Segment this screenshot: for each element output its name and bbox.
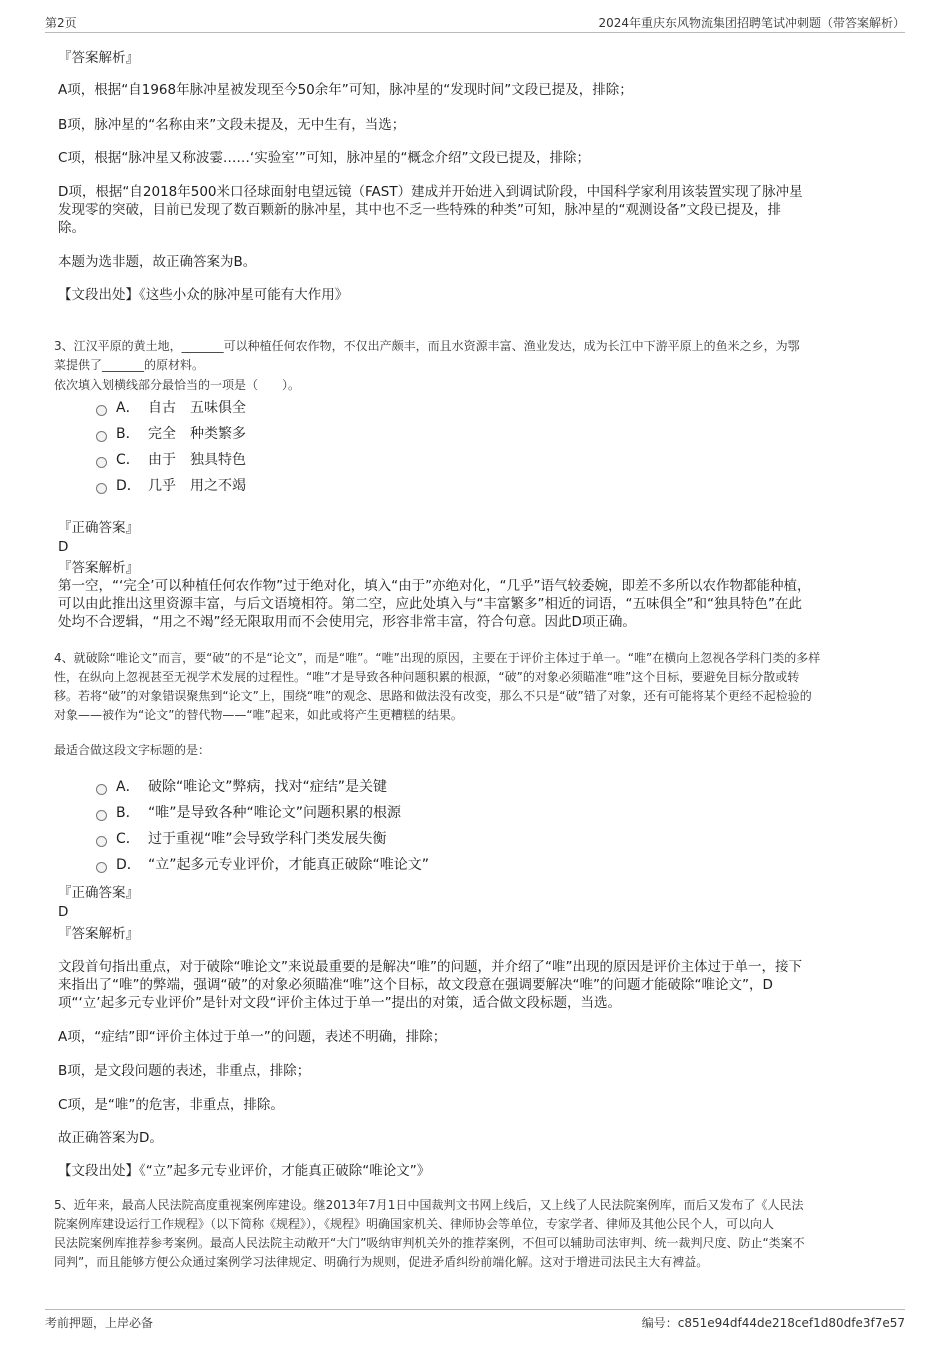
document-code-value: c851e94df44de218cef1d80dfe3f7e57 xyxy=(677,1316,905,1330)
q2-option-d-analysis-line3: 除。 xyxy=(58,220,85,236)
q4-option-a-analysis: A项，“症结”即“评价主体过于单一”的问题，表述不明确，排除； xyxy=(58,1029,447,1045)
q2-option-b-analysis: B项，脉冲星的“名称由来”文段未提及，无中生有，当选； xyxy=(58,117,406,133)
q2-source: 【文段出处】《这些小众的脉冲星可能有大作用》 xyxy=(58,287,349,303)
q5-stem-line1: 5、近年来，最高人民法院高度重视案例库建设。继2013年7月1日中国裁判文书网上线后，又上线了人民法院案例库，而后又发布了《人民法 xyxy=(54,1198,804,1212)
q4-option-a[interactable] xyxy=(96,778,387,796)
q4-option-c[interactable] xyxy=(96,830,387,848)
q4-option-d[interactable] xyxy=(96,856,429,874)
option-text: 破除“唯论文”弊病，找对“症结”是关键 xyxy=(148,779,388,795)
radio-button-icon[interactable] xyxy=(96,862,107,873)
q4-question: 最适合做这段文字标题的是： xyxy=(54,743,211,757)
q2-option-c-analysis: C项，根据“脉冲星又称波霎……‘实验室’”可知，脉冲星的“概念介绍”文段已提及，排除； xyxy=(58,150,590,166)
q3-question: 依次填入划横线部分最恰当的一项是（ ）。 xyxy=(54,378,301,392)
radio-button-icon[interactable] xyxy=(96,483,107,494)
page-number: 第2页 xyxy=(45,16,77,30)
q4-analysis-line1: 文段首句指出重点，对于破除“唯论文”来说最重要的是解决“唯”的问题，并介绍了“唯”出现的原因是评价主体过于单一，接下 xyxy=(58,959,802,975)
option-text: “立”起多元专业评价，才能真正破除“唯论文” xyxy=(148,857,430,873)
radio-button-icon[interactable] xyxy=(96,405,107,416)
q5-stem-line3: 民法院案例库推荐参考案例。最高人民法院主动敞开“大门”吸纳审判机关外的推荐案例，不但可以辅助司法审判、统一裁判尺度、防止“类案不 xyxy=(54,1236,805,1250)
option-letter: A． xyxy=(116,400,140,416)
q3-stem-line1: 3、江汉平原的黄土地，_______可以种植任何农作物，不仅出产颇丰，而且水资源丰富、渔业发达，成为长江中下游平原上的鱼米之乡，为鄂 xyxy=(54,339,800,353)
radio-button-icon[interactable] xyxy=(96,810,107,821)
option-word2: 种类繁多 xyxy=(190,426,246,442)
option-word1: 由于 xyxy=(148,452,176,468)
q3-stem-line2: 菜提供了_______的原材料。 xyxy=(54,358,205,372)
q4-stem-line1: 4、就破除“唯论文”而言，要“破”的不是“论文”，而是“唯”。“唯”出现的原因，主要在于评价主体过于单一。“唯”在横向上忽视各学科门类的多样 xyxy=(54,651,821,665)
q3-analysis-line1: 第一空，“‘完全’可以种植任何农作物”过于绝对化，填入“由于”亦绝对化，“几乎”语气较委婉，即差不多所以农作物都能种植， xyxy=(58,578,811,594)
footer-slogan: 考前押题，上岸必备 xyxy=(45,1316,154,1330)
option-text: 过于重视“唯”会导致学科门类发展失衡 xyxy=(148,831,387,847)
footer-divider xyxy=(45,1309,905,1310)
q4-analysis-line3: 项“‘立’起多元专业评价”是针对文段“评价主体过于单一”提出的对策，适合做文段标题，当选。 xyxy=(58,995,622,1011)
q2-conclusion: 本题为选非题，故正确答案为B。 xyxy=(58,254,257,270)
q4-option-b[interactable] xyxy=(96,804,401,822)
option-word2: 用之不竭 xyxy=(190,478,246,494)
q3-option-d[interactable] xyxy=(96,477,246,495)
q4-stem-line4: 对象——被作为“论文”的替代物——“唯”起来，如此或将产生更糟糕的结果。 xyxy=(54,708,463,722)
q4-source: 【文段出处】《“立”起多元专业评价，才能真正破除“唯论文”》 xyxy=(58,1163,431,1179)
radio-button-icon[interactable] xyxy=(96,836,107,847)
option-word1: 完全 xyxy=(148,426,176,442)
option-letter: D． xyxy=(116,857,141,873)
q5-stem-line2: 院案例库建设运行工作规程》（以下简称《规程》），《规程》明确国家机关、律师协会等单位，专家学者、律师及其他公民个人，可以向人 xyxy=(54,1217,775,1231)
option-letter: B． xyxy=(116,426,140,442)
q4-option-c-analysis: C项，是“唯”的危害，非重点，排除。 xyxy=(58,1097,284,1113)
q3-correct-answer: D xyxy=(58,539,69,555)
q4-analysis-line2: 来指出了“唯”的弊端，强调“破”的对象必须瞄准“唯”这个目标，故文段意在强调要解决“唯”的问题才能破除“唯论文”，D xyxy=(58,977,773,993)
q3-analysis-line3: 处均不合逻辑，“用之不竭”经无限取用而不会使用完，形容非常丰富，符合句意。因此D项正确。 xyxy=(58,614,636,630)
radio-button-icon[interactable] xyxy=(96,784,107,795)
q2-analysis-label: 『答案解析』 xyxy=(58,50,139,66)
q4-stem-line3: 移。若将“破”的对象错误聚焦到“论文”上，围绕“唯”的观念、思路和做法没有改变，那么不只是“破”错了对象，还有可能将某个更经不起检验的 xyxy=(54,689,812,703)
option-letter: C． xyxy=(116,831,140,847)
header-divider xyxy=(45,32,905,33)
q4-stem-line2: 性，在纵向上忽视甚至无视学术发展的过程性。“唯”才是导致各种问题积累的根源，“破”的对象必须瞄准“唯”这个目标，要避免目标分散或转 xyxy=(54,670,800,684)
radio-button-icon[interactable] xyxy=(96,431,107,442)
q5-stem-line4: 同判”，而且能够方便公众通过案例学习法律规定、明确行为规则，促进矛盾纠纷前端化解。这对于增进司法民主大有裨益。 xyxy=(54,1255,709,1269)
document-title: 2024年重庆东风物流集团招聘笔试冲刺题（带答案解析） xyxy=(598,16,905,30)
document-code-label: 编号： xyxy=(641,1316,678,1330)
q3-option-b[interactable] xyxy=(96,425,246,443)
q4-correct-answer: D xyxy=(58,904,69,920)
q2-option-d-analysis-line2: 发现零的突破，目前已发现了数百颗新的脉冲星，其中也不乏一些特殊的种类”可知，脉冲星的“观测设备”文段已提及，排 xyxy=(58,202,781,218)
option-letter: B． xyxy=(116,805,140,821)
option-letter: C． xyxy=(116,452,140,468)
q4-analysis-label: 『答案解析』 xyxy=(58,926,139,942)
q4-correct-answer-label: 『正确答案』 xyxy=(58,885,139,901)
q2-option-d-analysis-line1: D项，根据“自2018年500米口径球面射电望远镜（FAST）建成并开始进入到调试阶段，中国科学家利用该装置实现了脉冲星 xyxy=(58,184,803,200)
option-word2: 独具特色 xyxy=(190,452,246,468)
q4-conclusion: 故正确答案为D。 xyxy=(58,1130,163,1146)
q3-analysis-line2: 可以由此推出这里资源丰富，与后文语境相符。第二空，应此处填入与“丰富繁多”相近的词语，“五味俱全”和“独具特色”在此 xyxy=(58,596,802,612)
option-letter: D． xyxy=(116,478,141,494)
option-letter: A． xyxy=(116,779,140,795)
document-code xyxy=(642,1314,905,1331)
q3-analysis-label: 『答案解析』 xyxy=(58,560,139,576)
radio-button-icon[interactable] xyxy=(96,457,107,468)
option-text: “唯”是导致各种“唯论文”问题积累的根源 xyxy=(148,805,402,821)
q3-correct-answer-label: 『正确答案』 xyxy=(58,520,139,536)
q3-option-c[interactable] xyxy=(96,451,246,469)
q3-option-a[interactable] xyxy=(96,399,246,417)
option-word2: 五味俱全 xyxy=(190,400,246,416)
q2-option-a-analysis: A项，根据“自1968年脉冲星被发现至今50余年”可知，脉冲星的“发现时间”文段已提及，排除； xyxy=(58,82,633,98)
option-word1: 几乎 xyxy=(148,478,176,494)
q4-option-b-analysis: B项，是文段问题的表述，非重点，排除； xyxy=(58,1063,311,1079)
option-word1: 自古 xyxy=(148,400,176,416)
